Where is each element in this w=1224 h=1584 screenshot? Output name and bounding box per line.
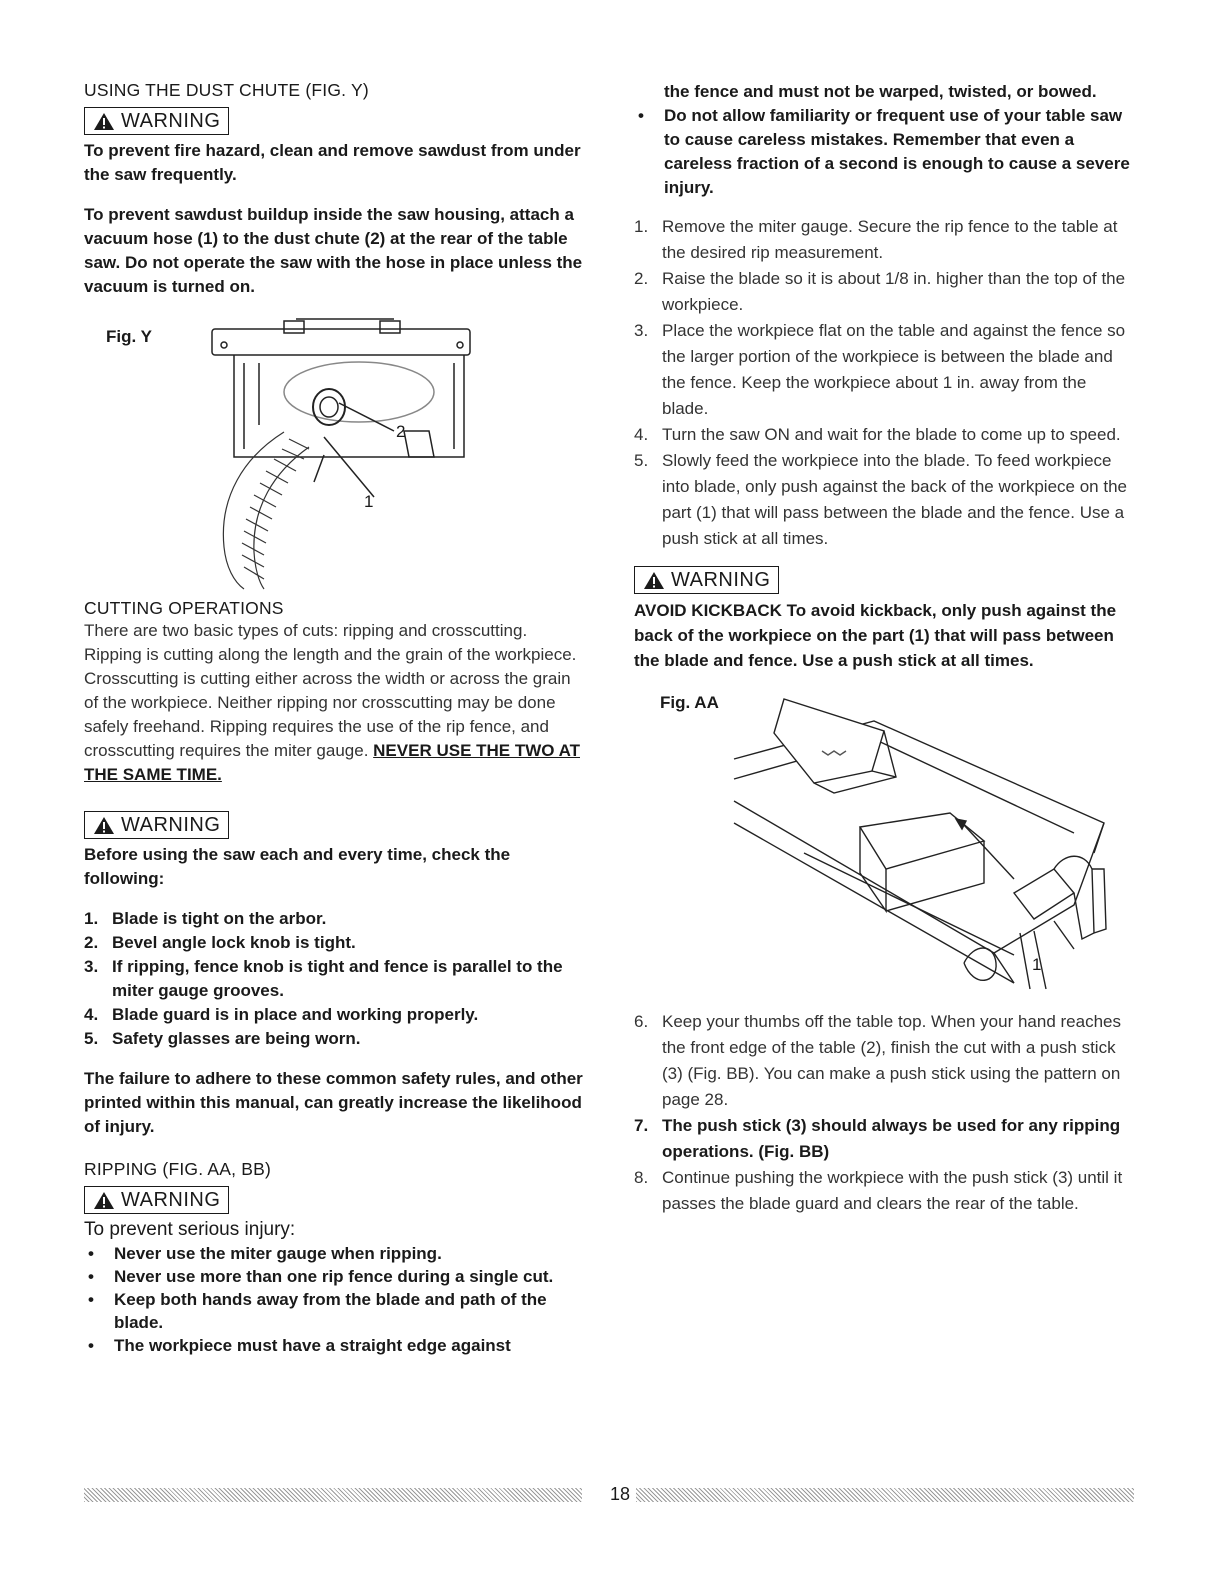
dust-warning-text: To prevent fire hazard, clean and remove sawdust from under the saw frequently. [84, 141, 581, 184]
item-number: 2. [84, 933, 99, 952]
dust-chute-illustration [84, 307, 584, 592]
fig-aa [634, 693, 1134, 993]
list-item: • Keep both hands away from the blade and path of the blade. [88, 1290, 547, 1332]
list-item [634, 448, 1134, 552]
list-item: • Do not allow familiarity or frequent use of your table saw to cause careless mistakes. Remember that even a careless fraction of a second is enough to cause a severe injury. [638, 106, 1130, 197]
item-text: Keep your thumbs off the table top. When your hand reaches the front edge of the table (2), finish the cut with a push stick (3) (Fig. BB). You can make a push stick using the pattern on page 28. [662, 1012, 1121, 1109]
item-text: Safety glasses are being worn. [112, 1029, 361, 1048]
page-number: 18 [609, 1484, 631, 1504]
list-item [634, 266, 1134, 318]
bullet-continuation: the fence and must not be warped, twisted, or bowed. [664, 82, 1097, 101]
warning-label: WARNING [121, 814, 221, 836]
footer-rule-right [636, 1488, 1134, 1502]
warning-label: WARNING [671, 569, 771, 591]
warning-triangle-icon [93, 1191, 115, 1210]
fig-y-label: Fig. Y [106, 327, 152, 346]
safety-checklist [84, 907, 584, 1051]
cutting-operations-heading: CUTTING OPERATIONS [84, 598, 284, 618]
fig-aa-callout-1: 1 [1032, 955, 1042, 974]
item-text: The push stick (3) should always be used for any ripping operations. (Fig. BB) [662, 1116, 1121, 1161]
list-item [634, 1165, 1134, 1217]
item-text: Bevel angle lock knob is tight. [112, 933, 356, 952]
item-number: 3. [84, 957, 99, 976]
ripping-illustration [634, 693, 1134, 993]
item-text: If ripping, fence knob is tight and fence is parallel to the miter gauge grooves. [112, 957, 563, 1000]
cutting-description: There are two basic types of cuts: ripping and crosscutting. Ripping is cutting along the length and the grain of the workpiece. Crosscutting is cutting either across the width or across the grain of the workpiece. Neither ripping nor crosscutting may be done safely freehand. Ripping requires the use of the rip fence, and crosscutting requires the miter gauge. [84, 621, 577, 760]
list-item [634, 1113, 1134, 1165]
list-item [634, 214, 1134, 266]
right-column [634, 80, 1134, 1217]
ripping-rules [84, 1242, 584, 1357]
item-text: Place the workpiece flat on the table and against the fence so the larger portion of the workpiece is between the blade and the fence. Keep the workpiece about 1 in. away from the blade. [662, 321, 1126, 418]
ripping-steps-b [634, 1009, 1134, 1217]
familiarity-rule [634, 104, 1134, 200]
fig-y-callout-2: 2 [396, 422, 406, 441]
list-item [84, 931, 584, 955]
item-text: Remove the miter gauge. Secure the rip fence to the table at the desired rip measurement. [662, 217, 1118, 262]
ripping-steps-a [634, 214, 1134, 552]
left-column [84, 80, 584, 1357]
item-number: 4. [84, 1005, 99, 1024]
dust-chute-heading: USING THE DUST CHUTE (FIG. Y) [84, 80, 369, 100]
warning-label: WARNING [121, 110, 221, 132]
item-number: 8. [634, 1168, 649, 1187]
item-text: Never use more than one rip fence during a single cut. [114, 1267, 554, 1286]
list-item [634, 318, 1134, 422]
list-item [634, 1009, 1134, 1113]
warning-box [634, 566, 779, 594]
item-text: Continue pushing the workpiece with the push stick (3) until it passes the blade guard and clears the rear of the table. [662, 1168, 1123, 1213]
list-item: • Never use the miter gauge when ripping. [88, 1244, 442, 1263]
item-text: The workpiece must have a straight edge against [114, 1336, 511, 1355]
item-number: 1. [634, 217, 649, 236]
fig-aa-label: Fig. AA [660, 693, 719, 712]
warning-label: WARNING [121, 1189, 221, 1211]
warning-box [84, 811, 229, 839]
fig-y [84, 307, 584, 592]
kickback-warning-text: AVOID KICKBACK To avoid kickback, only push against the back of the workpiece on the part (1) that will pass between the blade and fence. Use a push stick at all times. [634, 601, 1117, 670]
cutting-emphasis: NEVER USE THE TWO AT THE SAME TIME. [84, 741, 580, 784]
item-number: 7. [634, 1116, 649, 1135]
list-item: • The workpiece must have a straight edge against [88, 1336, 511, 1355]
warning-triangle-icon [93, 112, 115, 131]
item-text: Blade guard is in place and working properly. [112, 1005, 479, 1024]
item-text: Blade is tight on the arbor. [112, 909, 327, 928]
list-item [84, 1003, 584, 1027]
item-text: Raise the blade so it is about 1/8 in. higher than the top of the workpiece. [662, 269, 1126, 314]
failure-warning-text: The failure to adhere to these common safety rules, and other printed within this manual, can greatly increase the likelihood of injury. [84, 1069, 583, 1136]
cutting-operations-text [84, 619, 584, 787]
ripping-heading: RIPPING (FIG. AA, BB) [84, 1159, 272, 1179]
injury-heading: To prevent serious injury: [84, 1219, 296, 1240]
list-item [634, 422, 1134, 448]
item-text: Keep both hands away from the blade and path of the blade. [114, 1290, 547, 1332]
item-text: Turn the saw ON and wait for the blade to come up to speed. [662, 425, 1121, 444]
item-number: 2. [634, 269, 649, 288]
warning-box [84, 107, 229, 135]
fig-y-callout-1: 1 [364, 492, 374, 511]
item-text: Never use the miter gauge when ripping. [114, 1244, 442, 1263]
list-item [84, 907, 584, 931]
item-number: 3. [634, 321, 649, 340]
item-number: 6. [634, 1012, 649, 1031]
list-item: • Never use more than one rip fence during a single cut. [88, 1267, 554, 1286]
check-intro: Before using the saw each and every time, check the following: [84, 845, 511, 888]
list-item [84, 955, 584, 1003]
footer-rule-left [84, 1488, 582, 1502]
warning-box [84, 1186, 229, 1214]
item-text: Do not allow familiarity or frequent use of your table saw to cause careless mistakes. Remember that even a careless fraction of a second is enough to cause a severe injury. [664, 106, 1130, 197]
item-number: 4. [634, 425, 649, 444]
item-text: Slowly feed the workpiece into the blade. To feed workpiece into blade, only push against the back of the workpiece on the part (1) that will pass between the blade and the fence. Use a push stick at all times. [662, 451, 1127, 548]
item-number: 1. [84, 909, 99, 928]
warning-triangle-icon [93, 816, 115, 835]
dust-instructions: To prevent sawdust buildup inside the saw housing, attach a vacuum hose (1) to the dust chute (2) at the rear of the table saw. Do not operate the saw with the hose in place unless the vacuum is turned on. [84, 205, 583, 296]
item-number: 5. [84, 1029, 99, 1048]
page-footer [84, 1484, 1134, 1504]
item-number: 5. [634, 451, 649, 470]
list-item [84, 1027, 584, 1051]
warning-triangle-icon [643, 571, 665, 590]
